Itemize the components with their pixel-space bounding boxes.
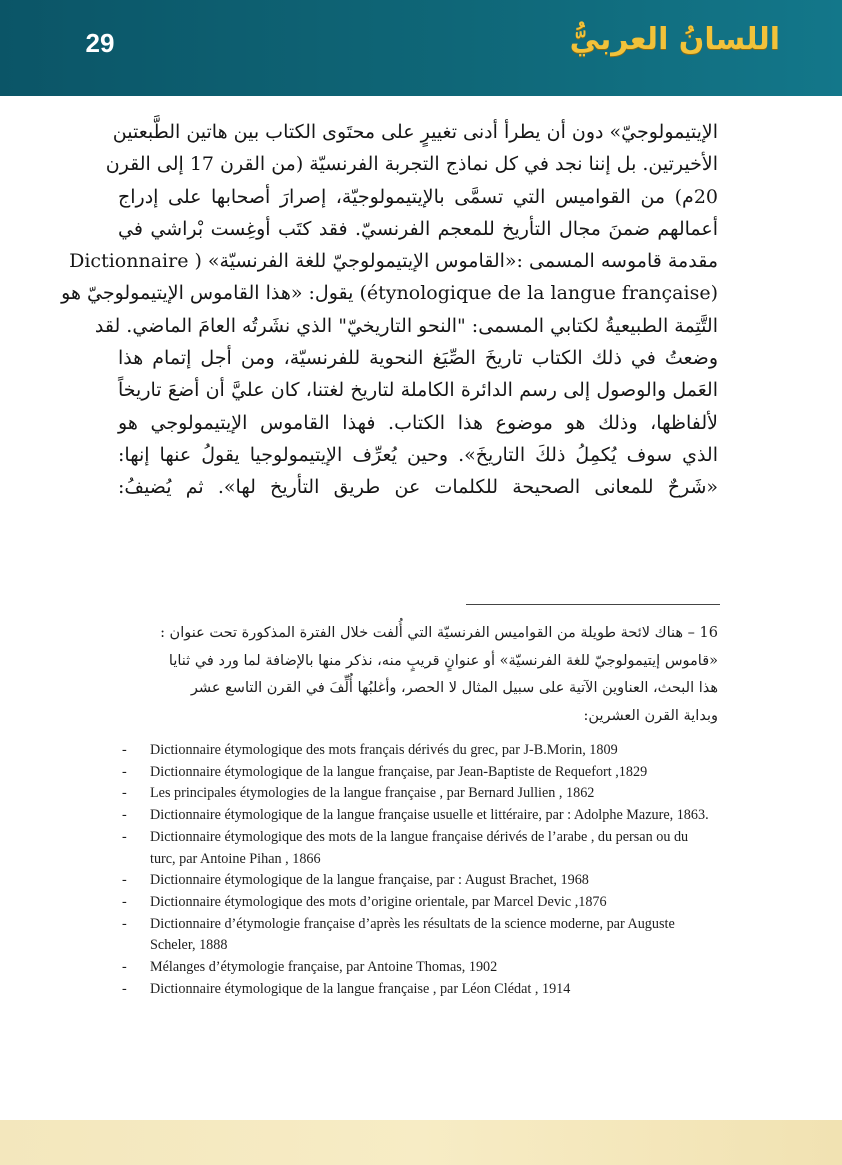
reference-item: - Dictionnaire étymologique des mots français dérivés du grec, par J-B.Morin, 1809 xyxy=(150,740,710,762)
body-line: 20م) من القواميس التي تسمَّى بالإيتيمولوجيّة، إصرارَ أصحابها على إدراج xyxy=(118,185,718,208)
body-line: العَمل والوصول إلى رسم الدائرة الكاملة لتاريخ لغتنا، كان عليَّ أن أضعَ تاريخاً xyxy=(118,379,718,402)
body-line: لألفاظها، وذلك هو موضوع هذا الكتاب. فهذا القاموس الإيتيمولوجي هو xyxy=(118,411,718,434)
reference-item: - Dictionnaire d’étymologie française d’après les résultats de la science moderne, par Auguste Scheler, 1888 xyxy=(150,914,710,957)
body-line: (étynologique de la langue française) يقول: «هذا القاموس الإيتيمولوجيّ هو xyxy=(61,282,718,305)
body-line: «شَرحٌ للمعانى الصحيحة للكلمات عن طريق التأريخ لها». ثم يُضيفُ: xyxy=(118,476,718,499)
reference-item: - Mélanges d’étymologie française, par Antoine Thomas, 1902 xyxy=(150,957,710,979)
reference-item: - Dictionnaire étymologique des mots d’origine orientale, par Marcel Devic ,1876 xyxy=(150,892,710,914)
footnote-line: وبداية القرن العشرين: xyxy=(583,707,718,724)
reference-list xyxy=(150,740,710,1000)
reference-item: - Dictionnaire étymologique de la langue française , par Léon Clédat , 1914 xyxy=(150,979,710,1001)
reference-item: - Dictionnaire étymologique des mots de la langue française dérivés de l’arabe , du persan ou du turc, par Antoine Pihan , 1866 xyxy=(150,827,710,870)
page-header xyxy=(0,0,842,96)
journal-logo: اللسانُ العربيُّ xyxy=(569,22,780,57)
body-line: الأخيرتين. بل إننا نجد في كل نماذج التجربة الفرنسيّة (من القرن 17 إلى القرن xyxy=(105,153,718,176)
reference-item: - Dictionnaire étymologique de la langue française, par : August Brachet, 1968 xyxy=(150,870,710,892)
page-footer-band xyxy=(0,1120,842,1165)
body-line: مقدمة قاموسه المسمى :«القاموس الإيتيمولوجيّ للغة الفرنسيّة» ( Dictionnaire xyxy=(69,250,718,273)
footnote-separator xyxy=(466,604,720,605)
body-line: التَّتِمة الطبيعيةُ لكتابي المسمى: "النحو التاريخيّ" الذي نشَرتُه العامَ الماضي. لقد xyxy=(94,314,718,337)
reference-item: - Dictionnaire étymologique de la langue française usuelle et littéraire, par : Adolphe Mazure, 1863. xyxy=(150,805,710,827)
body-line: الذي سوف يُكمِلُ ذلكَ التاريخَ». وحين يُعرِّف الإيتيمولوجيا يقولُ عنها إنها: xyxy=(118,443,718,466)
reference-item: - Les principales étymologies de la langue française , par Bernard Jullien , 1862 xyxy=(150,783,710,805)
body-text xyxy=(61,116,718,504)
footnote-line: 16 – هناك لائحة طويلة من القواميس الفرنسيّة التي أُلفت خلال الفترة المذكورة تحت عنوان : xyxy=(160,625,718,641)
body-line: وضعتُ في ذلك الكتاب تاريخَ الصِّيَغ النحوية للفرنسيّة، ومن أجل إتمام هذا xyxy=(118,347,718,370)
body-line: أعمالهم ضمنَ مجال التأريخ للمعجم الفرنسيّ. فقد كتَب أوغِست بْراشي في xyxy=(118,217,718,240)
footnote-line: «قاموس إيتيمولوجيّ للغة الفرنسيّة» أو عنوانٍ قريبٍ منه، نذكر منها بالإضافة لما ورد في ثنايا xyxy=(168,652,718,669)
body-line: الإيتيمولوجيّ» دون أن يطرأ أدنى تغييرٍ على محتَوى الكتاب بين هاتين الطَّبعتين xyxy=(112,121,718,143)
page-number: 29 xyxy=(85,28,115,58)
footnote xyxy=(118,620,718,730)
footnote-line: هذا البحث، العناوين الآتية على سبيل المثال لا الحصر، وأغلبُها أُلِّفَ في القرن التاسع عشر xyxy=(190,680,718,696)
reference-item: - Dictionnaire étymologique de la langue française, par Jean-Baptiste de Requefort ,1829 xyxy=(150,762,710,784)
